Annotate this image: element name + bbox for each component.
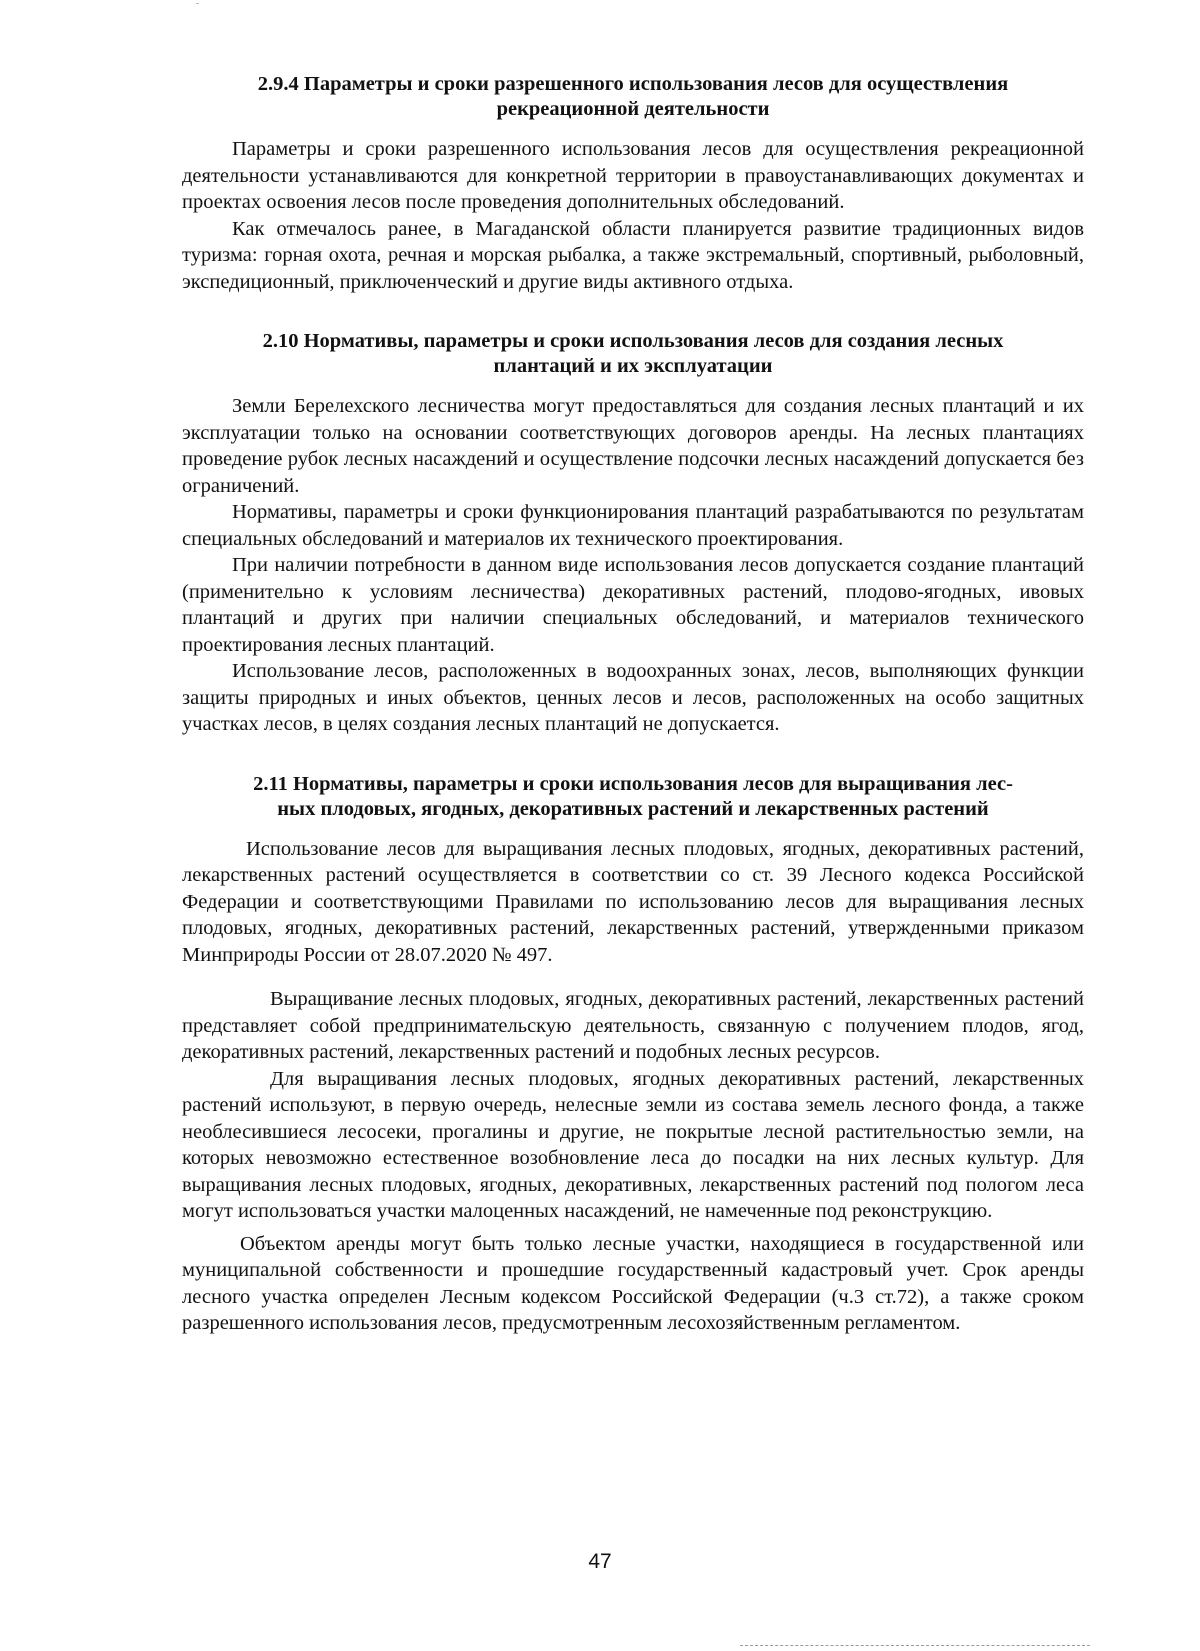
paragraph: Параметры и сроки разрешенного использования лесов для осуществления рекреационной деятельности устанавливаются для конкретной территории в правоустанавливающих документах и проектах освоения лесов после проведения дополнительных обследований. — [182, 138, 1084, 213]
page-number: 47 — [588, 1550, 612, 1573]
paragraph: Нормативы, параметры и сроки функционирования плантаций разрабатываются по результатам специальных обследований и материалов их технического проектирования. — [182, 501, 1084, 550]
paragraph: Как отмечалось ранее, в Магаданской области планируется развитие традиционных видов туризма: горная охота, речная и морская рыбалка, а также экстремальный, спортивный, рыболовный, экспедиционный, приключенческий и другие виды активного отдыха. — [182, 217, 1084, 293]
page-content — [182, 72, 1084, 1337]
heading-line: 2.11 Нормативы, параметры и сроки использования лесов для выращивания лес- — [253, 772, 1013, 795]
section-2-9-4 — [182, 72, 1084, 295]
paragraph: При наличии потребности в данном виде использования лесов допускается создание плантаций (применительно к условиям лесничества) декоративных растений, плодово-ягодных, ивовых плантаций и других при наличии специальных обследований, и материалов технического проектирования лесных плантаций. — [182, 554, 1084, 656]
heading-line: рекреационной деятельности — [496, 98, 770, 120]
heading-line: 2.10 Нормативы, параметры и сроки использования лесов для создания лесных — [262, 330, 1004, 352]
paragraph: Объектом аренды могут быть только лесные участки, находящиеся в государственной или муниципальной собственности и прошедшие государственный кадастровый учет. Срок аренды лесного участка определен Лесным кодексом Российской Федерации (ч.3 ст.72), а также сроком разрешенного использования лесов, предусмотренным лесохозяйственным регламентом. — [182, 1232, 1084, 1334]
paragraph: Земли Берелехского лесничества могут предоставляться для создания лесных плантаций и их эксплуатации только на основании соответствующих договоров аренды. На лесных плантациях проведение рубок лесных насаждений и осуществление подсочки лесных насаждений допускается без ограничений. — [182, 395, 1084, 497]
section-2-10 — [182, 329, 1084, 738]
section-heading — [182, 72, 1084, 122]
heading-line: ных плодовых, ягодных, декоративных растений и лекарственных растений — [277, 797, 989, 820]
section-2-11 — [182, 772, 1084, 1337]
section-heading — [182, 772, 1084, 822]
heading-line: 2.9.4 Параметры и сроки разрешенного использования лесов для осуществления — [257, 73, 1009, 95]
scan-artifact — [196, 3, 199, 4]
footer-divider — [740, 1645, 1090, 1646]
paragraph: Для выращивания лесных плодовых, ягодных декоративных растений, лекарственных растений используют, в первую очередь, нелесные земли из состава земель лесного фонда, а также необлесившиеся лесосеки, прогалины и другие, не покрытые лесной растительностью земли, на которых невозможно естественное возобновление леса до посадки на них лесных культур. Для выращивания лесных плодовых, ягодных, декоративных, лекарственных растений под пологом леса могут использоваться участки малоценных насаждений, не намеченные под реконструкцию. — [182, 1067, 1084, 1222]
heading-line: плантаций и их эксплуатации — [493, 355, 773, 377]
paragraph: Выращивание лесных плодовых, ягодных, декоративных растений, лекарственных растений представляет собой предпринимательскую деятельность, связанную с получением плодов, ягод, декоративных растений, лекарственных растений и подобных лесных ресурсов. — [182, 988, 1084, 1063]
paragraph: Использование лесов, расположенных в водоохранных зонах, лесов, выполняющих функции защиты природных и иных объектов, ценных лесов и лесов, расположенных на особо защитных участках лесов, в целях создания лесных плантаций не допускается. — [182, 660, 1084, 735]
section-heading — [182, 329, 1084, 379]
paragraph: Использование лесов для выращивания лесных плодовых, ягодных, декоративных растений, лекарственных растений осуществляется в соответствии со ст. 39 Лесного кодекса Российской Федерации и соответствующими Правилами по использованию лесов для выращивания лесных плодовых, ягодных, декоративных растений, лекарственных растений, утвержденными приказом Минприроды России от 28.07.2020 № 497. — [182, 837, 1084, 966]
